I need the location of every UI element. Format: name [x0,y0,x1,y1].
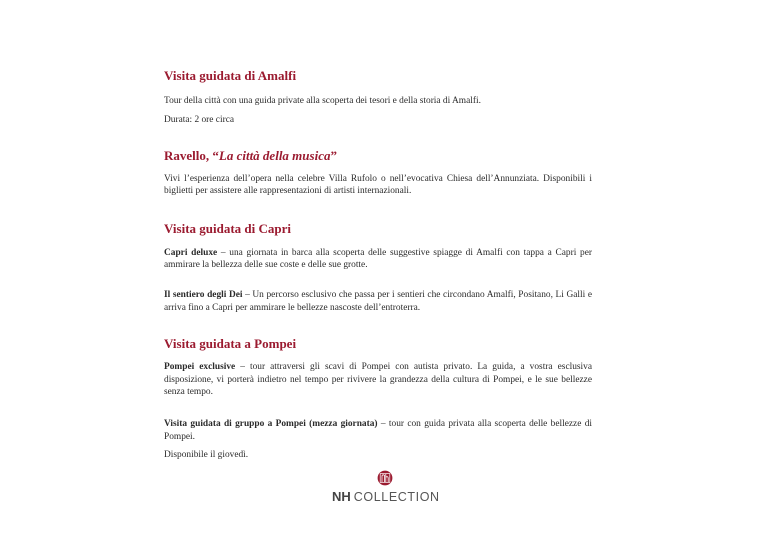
section-pompei [164,336,592,461]
tour-description: – Un percorso esclusivo che passa per i sentieri che circondano Amalfi, Positano, Li Galli e arriva fino a Capri per ammirare le bellezze nascoste dell’entroterra. [164,290,593,313]
section-title: Visita guidata a Pompei [164,336,297,352]
nh-monogram-icon [377,470,393,486]
tour-name: Il sentiero degli Dei [164,290,243,301]
section-title: Visita guidata di Amalfi [164,68,297,83]
tour-description: – tour attraversi gli scavi di Pompei con autista privato. La guida, a vostra esclusiva disposizione, vi porterà indietro nel tempo per rivivere la grandezza della cultura di Pompei, e le sue bellezze senza tempo. [164,362,592,398]
logo-brand: NH [332,489,351,504]
nh-collection-logo [332,470,438,510]
section-title: Visita guidata di Capri [164,220,292,236]
tour-item [164,247,592,272]
section-amalfi [164,68,592,127]
section-paragraph: Vivi l’esperienza dell’opera nella celebre Villa Rufolo o nell’evocativa Chiesa dell’Annunziata. Disponibili i biglietti per assistere alle rappresentazioni di artisti internazionali. [164,173,592,197]
section-ravello [164,148,592,198]
document-body [164,68,592,462]
section-capri [164,221,592,315]
title-italic: La città della musica [218,147,331,163]
tour-description: – una giornata in barca alla scoperta delle suggestive spiagge di Amalfi con tappa a Capri per ammirare la bellezza delle sue coste e delle sue grotte. [164,247,592,271]
tour-item [164,361,592,398]
duration-text: Durata: 2 ore circa [164,115,235,126]
availability-note: Disponibile il giovedì. [164,450,249,461]
title-suffix: ” [330,147,337,163]
tour-name: Pompei exclusive [164,362,236,373]
tour-description: – tour con guida privata alla scoperta delle bellezze di Pompei. [164,419,592,442]
tour-name: Capri deluxe [164,247,218,258]
title-prefix: Ravello, “ [164,147,219,163]
logo-collection: COLLECTION [353,490,440,504]
tour-item [164,418,592,443]
section-title [164,148,592,164]
tour-name: Visita guidata di gruppo a Pompei (mezza giornata) [164,419,378,430]
tour-item [164,289,592,314]
section-paragraph: Tour della città con una guida private alla scoperta dei tesori e della storia di Amalfi. [164,96,481,106]
logo-wordmark [332,489,438,504]
